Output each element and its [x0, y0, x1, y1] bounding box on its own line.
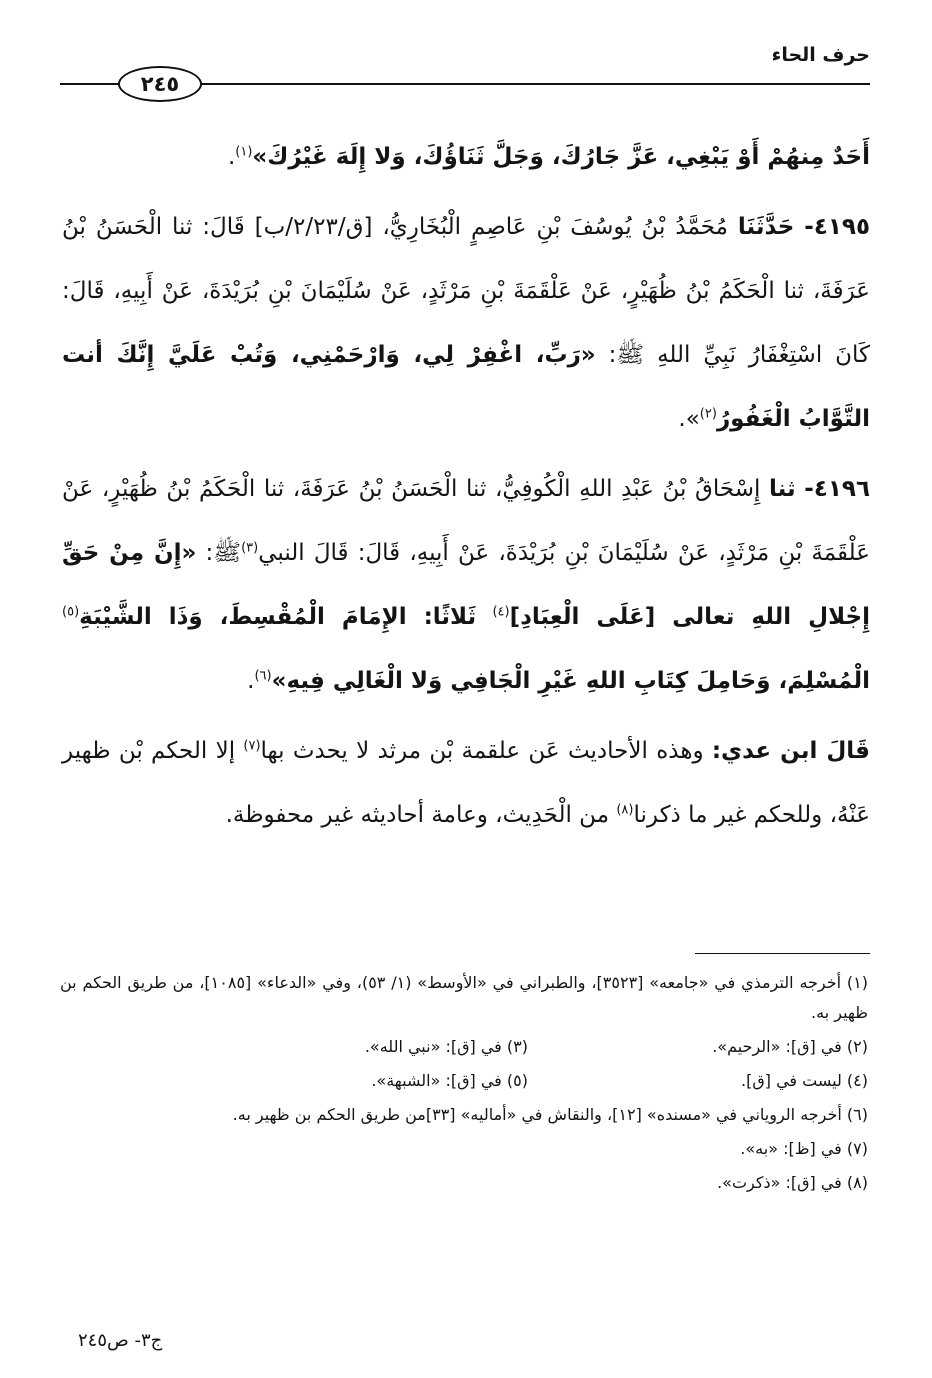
hadith-number: ٤١٩٥- [804, 214, 870, 240]
chapter-title: حرف الحاء [771, 44, 870, 66]
footnote-6: (٦) أخرجه الروياني في «مسنده» [١٢]، والنقاش في «أماليه» [٣٣]من طريق الحكم بن ظهير به. [232, 1105, 868, 1124]
footnote-row [60, 1066, 868, 1096]
hadith-number: ٤١٩٦- [804, 476, 870, 502]
footnote-ref: (٨) [616, 802, 634, 818]
footnote-ref: (٦) [254, 668, 272, 684]
footnote-ref: (٤) [492, 604, 510, 620]
commentary-text: من الْحَدِيث، وعامة أحاديثه غير محفوظة. [225, 802, 610, 828]
hadith-text: أَحَدٌ مِنهُمْ أَوْ يَبْغِي، عَزَّ جَارُكَ، وَجَلَّ ثَنَاؤُكَ، وَلا إِلَهَ غَيْرُكَ» [252, 144, 870, 170]
hadith-4196 [62, 457, 870, 713]
isnad-text: مُحَمَّدُ بْنُ يُوسُفَ بْنِ عَاصِمٍ الْبُخَارِيُّ، [ق/٢/٢٣/ب] قَالَ: ثنا الْحَسَنُ بْنُ عَرَفَةَ، ثنا الْحَكَمُ بْنُ ظُهَيْرٍ، عَنْ عَلْقَمَةَ بْنِ مَرْثَدٍ، عَنْ سُلَيْمَانَ بْنِ بُرَيْدَةَ، عَنْ أَبِيهِ، قَالَ: كَانَ اسْتِغْفَارُ نَبِيِّ اللهِ ﷺ: [62, 214, 870, 368]
commentary-keyword: قَالَ ابن عدي: [711, 738, 870, 764]
footnote-ref: (٥) [62, 604, 80, 620]
salutation: ﷺ: [205, 540, 242, 566]
matn-text: «إِنَّ مِنْ حَقِّ إِجْلالِ اللهِ تعالى [عَلَى الْعِبَادِ] [62, 540, 871, 630]
volume-page-reference: ج٣- ص٢٤٥ [78, 1330, 163, 1351]
footnote-1: (١) أخرجه الترمذي في «جامعه» [٣٥٢٣]، والطبراني في «الأوسط» (١/ ٥٣)، وفي «الدعاء» [١٠٨٥]، من طريق الحكم بن ظهير به. [60, 973, 869, 1022]
footnote-8: (٨) في [ق]: «ذكرت». [717, 1173, 868, 1192]
matn-text: ثَلاثًا: الإِمَامَ الْمُقْسِطَ، وَذَا الشَّيْبَةِ [79, 604, 477, 630]
paragraph-continuation [62, 125, 870, 189]
commentary-text: وهذه الأحاديث عَن علقمة بْن مرثد لا يحدث بها [260, 738, 704, 764]
footnote-ref: (٧) [243, 738, 261, 754]
narration-keyword: حَدَّثَنَا [737, 214, 795, 240]
punctuation: ». [678, 406, 700, 432]
footnote-ref: (١) [235, 144, 253, 160]
footnote-2: (٢) في [ق]: «الرحيم». [712, 1037, 868, 1056]
footnote-separator [695, 953, 870, 954]
matn-text: «رَبِّ، اغْفِرْ لِي، وَارْحَمْنِي، وَتُبْ عَلَيَّ إِنَّكَ أنت التَّوَّابُ الْغَفُورُ [62, 342, 870, 432]
footnote-7: (٧) في [ظ]: «به». [740, 1139, 868, 1158]
footnote-3: (٣) في [ق]: «نبي الله». [364, 1037, 528, 1056]
footnote-ref: (٢) [699, 406, 717, 422]
page-number: ٢٤٥ [118, 66, 202, 102]
commentary-text: إلا الحكم بْن ظهير عَنْهُ، وللحكم غير ما ذكرنا [62, 738, 870, 828]
footnote-5: (٥) في [ق]: «الشبهة». [371, 1071, 528, 1090]
punctuation: . [247, 668, 255, 694]
narration-keyword: ثنا [769, 476, 796, 502]
main-text [62, 125, 870, 847]
footnote-4: (٤) ليست في [ق]. [741, 1071, 868, 1090]
isnad-text: إِسْحَاقُ بْنُ عَبْدِ اللهِ الْكُوفِيُّ، ثنا الْحَسَنُ بْنُ عَرَفَةَ، ثنا الْحَكَمُ بْنُ ظُهَيْرٍ، عَنْ عَلْقَمَةَ بْنِ مَرْثَدٍ، عَنْ سُلَيْمَانَ بْنِ بُرَيْدَةَ، عَنْ أَبِيهِ، قَالَ: قَالَ النبي [62, 476, 870, 566]
footnotes [60, 968, 868, 1202]
punctuation: . [227, 144, 236, 170]
commentary-paragraph [62, 719, 870, 847]
footnote-row [60, 1032, 868, 1062]
matn-text: الْمُسْلِمَ، وَحَامِلَ كِتَابِ اللهِ غَيْرِ الْجَافِي وَلا الْغَالِي فِيهِ» [271, 668, 870, 694]
footnote-ref: (٣) [241, 540, 259, 556]
hadith-4195 [62, 195, 870, 451]
